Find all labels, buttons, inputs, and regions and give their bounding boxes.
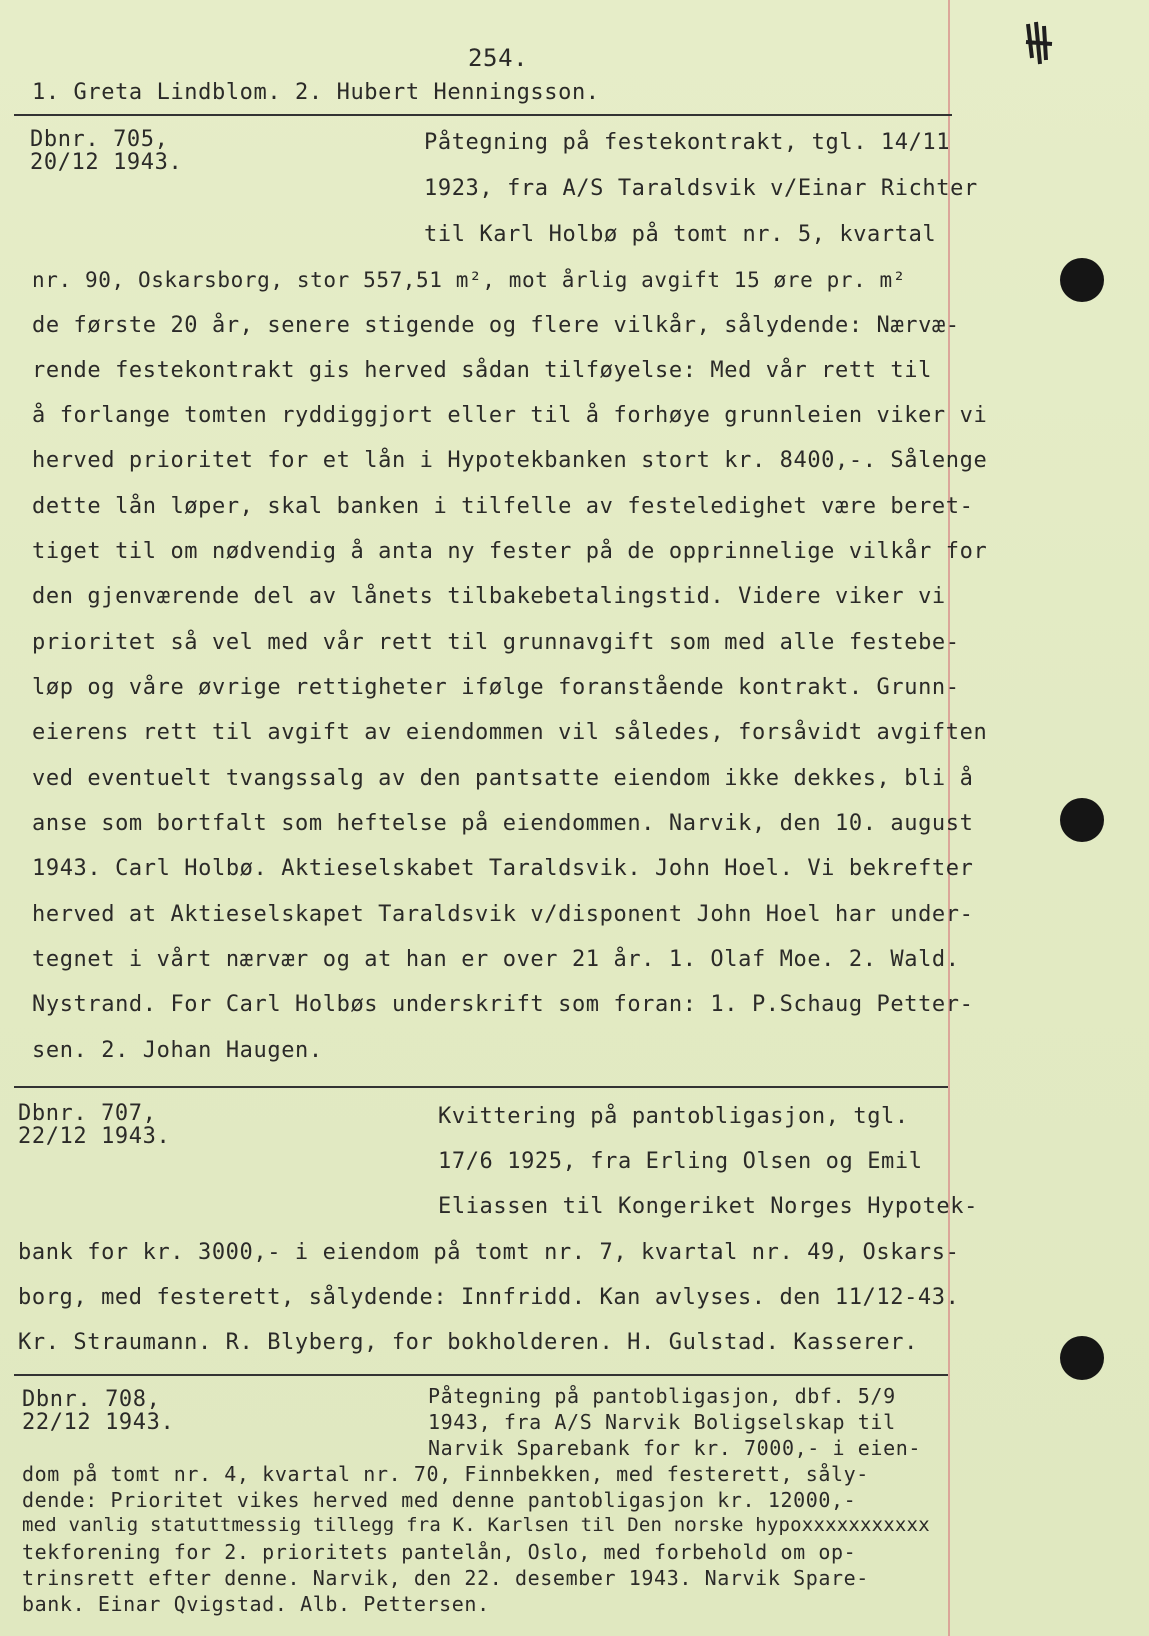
- text-line: Påtegning på festekontrakt, tgl. 14/11: [424, 130, 951, 155]
- text-line: løp og våre øvrige rettigheter ifølge foranstående kontrakt. Grunn-: [32, 675, 960, 700]
- text-line: de første 20 år, senere stigende og flere vilkår, sålydende: Nærvæ-: [32, 313, 960, 338]
- text-line: dette lån løper, skal banken i tilfelle av festeledighet være beret-: [32, 494, 974, 519]
- entry-date: 20/12 1943.: [30, 150, 183, 175]
- text-line: til Karl Holbø på tomt nr. 5, kvartal: [424, 222, 937, 247]
- divider: [14, 1086, 948, 1088]
- text-line: 17/6 1925, fra Erling Olsen og Emil: [438, 1149, 923, 1174]
- text-line: anse som bortfalt som heftelse på eiendommen. Narvik, den 10. august: [32, 811, 974, 836]
- text-line: ved eventuelt tvangssalg av den pantsatte eiendom ikke dekkes, bli å: [32, 766, 974, 791]
- divider: [14, 1374, 948, 1376]
- text-line: Kvittering på pantobligasjon, tgl.: [438, 1104, 909, 1129]
- text-line: Påtegning på pantobligasjon, dbf. 5/9: [428, 1384, 896, 1408]
- text-line: nr. 90, Oskarsborg, stor 557,51 m², mot årlig avgift 15 øre pr. m²: [32, 268, 907, 292]
- text-line: Eliassen til Kongeriket Norges Hypotek-: [438, 1194, 978, 1219]
- text-line: borg, med festerett, sålydende: Innfridd. Kan avlyses. den 11/12-43.: [18, 1285, 960, 1310]
- text-line: herved prioritet for et lån i Hypotekbanken stort kr. 8400,-. Sålenge: [32, 448, 988, 473]
- punch-hole: [1060, 258, 1104, 302]
- entry-reference: Dbnr. 707,: [18, 1101, 157, 1126]
- entry-reference: Dbnr. 705,: [30, 127, 169, 152]
- text-line: tiget til om nødvendig å anta ny fester på de opprinnelige vilkår for: [32, 539, 988, 564]
- text-line: Nystrand. For Carl Holbøs underskrift som foran: 1. P.Schaug Petter-: [32, 992, 974, 1017]
- page-number: 254.: [468, 44, 529, 72]
- text-line: tegnet i vårt nærvær og at han er over 21 år. 1. Olaf Moe. 2. Wald.: [32, 947, 960, 972]
- text-line: å forlange tomten ryddiggjort eller til å forhøye grunnleien viker vi: [32, 403, 988, 428]
- text-line: herved at Aktieselskapet Taraldsvik v/disponent John Hoel har under-: [32, 902, 974, 927]
- punch-hole: [1060, 1336, 1104, 1380]
- text-line: trinsrett efter denne. Narvik, den 22. desember 1943. Narvik Spare-: [22, 1566, 869, 1590]
- text-line: den gjenværende del av lånets tilbakebetalingstid. Videre viker vi: [32, 584, 946, 609]
- text-line: bank. Einar Qvigstad. Alb. Pettersen.: [22, 1592, 490, 1616]
- punch-hole: [1060, 798, 1104, 842]
- text-line: 1943. Carl Holbø. Aktieselskabet Taraldsvik. John Hoel. Vi bekrefter: [32, 856, 974, 881]
- text-line: dom på tomt nr. 4, kvartal nr. 70, Finnbekken, med festerett, såly-: [22, 1462, 869, 1486]
- entry-date: 22/12 1943.: [22, 1410, 175, 1435]
- text-line: 1923, fra A/S Taraldsvik v/Einar Richter: [424, 176, 978, 201]
- text-line: rende festekontrakt gis herved sådan tilføyelse: Med vår rett til: [32, 358, 932, 383]
- entry-reference: Dbnr. 708,: [22, 1387, 161, 1412]
- text-line: med vanlig statuttmessig tillegg fra K. Karlsen til Den norske hypoxxxxxxxxxxx: [22, 1514, 930, 1536]
- page-header: 1. Greta Lindblom. 2. Hubert Henningsson.: [32, 80, 600, 105]
- text-line: prioritet så vel med vår rett til grunnavgift som med alle festebe-: [32, 630, 960, 655]
- text-line: dende: Prioritet vikes herved med denne pantobligasjon kr. 12000,-: [22, 1488, 857, 1512]
- text-line: Narvik Sparebank for kr. 7000,- i eien-: [428, 1436, 921, 1460]
- entry-date: 22/12 1943.: [18, 1124, 171, 1149]
- text-line: Kr. Straumann. R. Blyberg, for bokholderen. H. Gulstad. Kasserer.: [18, 1330, 918, 1355]
- text-line: sen. 2. Johan Haugen.: [32, 1038, 323, 1063]
- text-line: eierens rett til avgift av eiendommen vil således, forsåvidt avgiften: [32, 720, 988, 745]
- divider: [14, 114, 952, 116]
- text-line: 1943, fra A/S Narvik Boligselskap til: [428, 1410, 896, 1434]
- text-line: tekforening for 2. prioritets pantelån, Oslo, med forbehold om op-: [22, 1540, 857, 1564]
- text-line: bank for kr. 3000,- i eiendom på tomt nr. 7, kvartal nr. 49, Oskars-: [18, 1240, 960, 1265]
- corner-mark-icon: [1022, 20, 1058, 66]
